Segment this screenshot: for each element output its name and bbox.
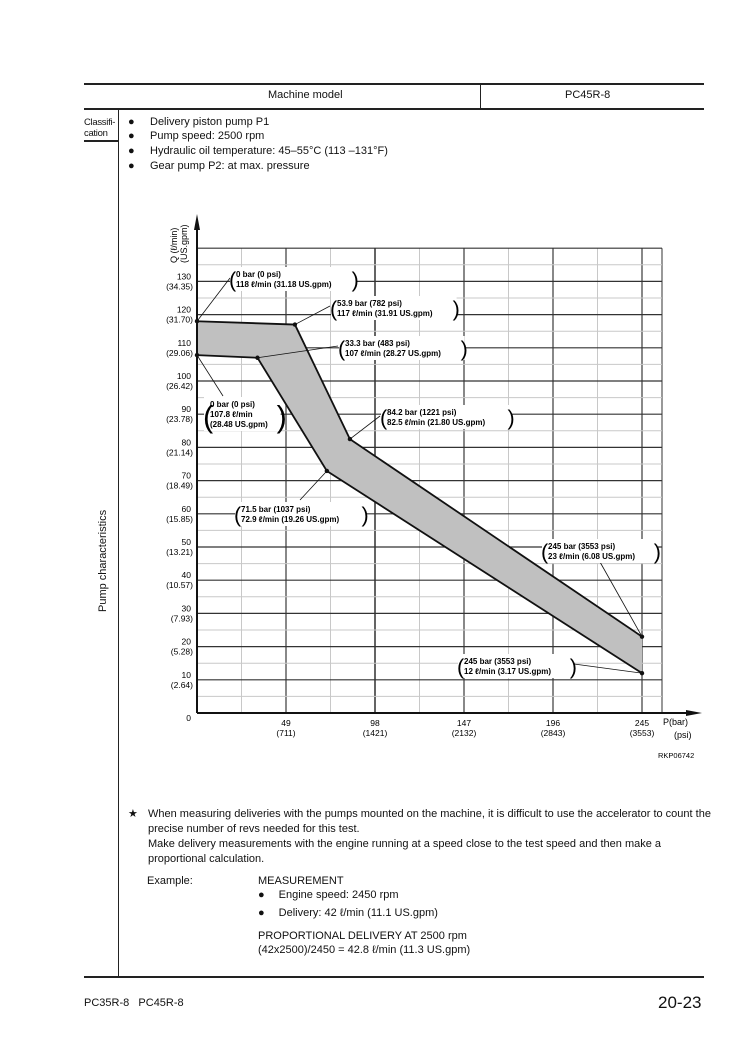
annotation-leader	[197, 355, 223, 396]
y-tick-sublabel: (15.85)	[166, 513, 193, 524]
x-axis-label: P(bar)	[663, 717, 689, 727]
figure-code: RKP06742	[658, 751, 695, 760]
measurement-item: ● Delivery: 42 ℓ/min (11.1 US.gpm)	[258, 907, 438, 919]
annotation-paren-left: (	[229, 267, 237, 292]
model-value: PC45R-8	[565, 89, 611, 101]
x-tick-sublabel: (2843)	[540, 728, 566, 738]
classification-label-line2: cation	[84, 128, 108, 139]
annotation-paren-left: (	[330, 296, 338, 321]
star-icon: ★	[128, 808, 138, 820]
footer-models: PC35R-8 PC45R-8	[84, 997, 184, 1009]
y-tick-label: 100	[176, 371, 191, 381]
y-axis-unit-label: (US.gpm)	[179, 224, 189, 263]
measurement-title: MEASUREMENT	[258, 875, 344, 887]
y-tick-sublabel: (34.35)	[166, 281, 193, 292]
annotation-text: 117 ℓ/min (31.91 US.gpm)	[337, 309, 433, 318]
y-tick-label: 130	[176, 271, 191, 282]
annotation-text: 245 bar (3553 psi)	[548, 542, 616, 551]
y-tick-label: 40	[181, 570, 191, 581]
x-tick-label: 147	[456, 718, 472, 728]
machine-model-label: Machine model	[268, 89, 343, 101]
example-label: Example:	[147, 875, 193, 887]
annotation-paren-left: (	[338, 336, 346, 361]
y-tick-sublabel: (23.78)	[166, 414, 193, 425]
annotation-text: 33.3 bar (483 psi)	[345, 339, 410, 348]
x-tick-label: 49	[281, 718, 291, 728]
annotation-paren-right: )	[361, 502, 369, 527]
annotation-paren-right: )	[507, 405, 515, 430]
y-tick-sublabel: (7.93)	[170, 613, 193, 624]
annotation-paren-right: )	[460, 336, 468, 361]
measurement-item: ● Engine speed: 2450 rpm	[258, 889, 399, 901]
x-tick-sublabel: (2132)	[451, 728, 477, 738]
annotation-paren-right: )	[569, 654, 578, 679]
annotation-leader	[295, 306, 330, 325]
annotation-text: 0 bar (0 psi)	[210, 400, 255, 409]
annotation-text: 72.9 ℓ/min (19.26 US.gpm)	[241, 515, 340, 524]
y-tick-label: 50	[181, 537, 191, 547]
x-tick-label: 245	[634, 718, 650, 728]
data-point	[293, 322, 297, 326]
y-axis-label: Q (ℓ/min)	[169, 227, 179, 263]
annotation-paren-left: (	[203, 400, 214, 434]
y-tick-label: 120	[176, 304, 191, 315]
y-tick-label: 30	[181, 603, 191, 614]
y-tick-label: 20	[181, 636, 191, 647]
annotation-text: 53.9 bar (782 psi)	[337, 299, 402, 308]
y-tick-sublabel: (18.49)	[166, 480, 193, 491]
y-tick-sublabel: (5.28)	[170, 646, 193, 657]
annotation-paren-right: )	[452, 296, 460, 321]
classification-label-line1: Classifi-	[84, 117, 116, 128]
annotation-text: 23 ℓ/min (6.08 US.gpm)	[548, 552, 636, 561]
page-number: 20-23	[658, 993, 702, 1012]
annotation-paren-right: )	[276, 400, 287, 434]
x-tick-sublabel: (3553)	[629, 728, 655, 738]
annotation-text: 0 bar (0 psi)	[236, 270, 281, 279]
y-tick-sublabel: (31.70)	[166, 314, 193, 325]
annotation-text: 84.2 bar (1221 psi)	[387, 408, 457, 417]
bottom-rule	[84, 976, 704, 978]
annotation-text: 245 bar (3553 psi)	[464, 657, 532, 666]
annotation-paren-left: (	[234, 502, 242, 527]
x-tick-label: 98	[370, 718, 380, 728]
annotation-paren-right: )	[351, 267, 359, 292]
annotation-paren-left: (	[457, 654, 465, 679]
y-tick-sublabel: (10.57)	[166, 580, 193, 591]
y-tick-label: 10	[181, 669, 191, 680]
x-axis-arrow-icon	[686, 710, 702, 716]
annotation-paren-right: )	[653, 539, 662, 564]
annotation-text: (28.48 US.gpm)	[210, 420, 268, 429]
proportional-title: PROPORTIONAL DELIVERY AT 2500 rpm	[258, 930, 467, 942]
y-tick-sublabel: (2.64)	[170, 679, 193, 690]
y-tick-label: 110	[177, 337, 191, 348]
annotation-text: 82.5 ℓ/min (21.80 US.gpm)	[387, 418, 486, 427]
annotation-text: 12 ℓ/min (3.17 US.gpm)	[464, 667, 552, 676]
x-tick-label: 196	[545, 718, 561, 728]
y-tick-sublabel: (26.42)	[166, 381, 193, 391]
annotation-paren-left: (	[380, 405, 388, 430]
y-tick-label: 90	[181, 404, 191, 415]
note-para-2: Make delivery measurements with the engine running at a speed close to the test speed and then make a proportional calculation.	[148, 838, 662, 865]
annotation-leader	[300, 471, 327, 500]
note-para-1: When measuring deliveries with the pumps mounted on the machine, it is difficult to use the accelerator to count the precise number of revs needed for this test.	[148, 808, 711, 835]
proportional-formula: (42x2500)/2450 = 42.8 ℓ/min (11.3 US.gpm)	[258, 944, 471, 956]
x-tick-sublabel: (1421)	[362, 728, 388, 738]
y-tick-sublabel: (13.21)	[166, 547, 193, 557]
y-tick-sublabel: (29.06)	[166, 347, 193, 358]
annotation-text: 107 ℓ/min (28.27 US.gpm)	[345, 349, 441, 358]
x-tick-sublabel: (711)	[276, 728, 296, 738]
x-axis-unit-label: (psi)	[674, 730, 692, 740]
annotation-text: 71.5 bar (1037 psi)	[241, 505, 311, 514]
annotation-text: 107.8 ℓ/min	[210, 410, 253, 419]
annotation-text: 118 ℓ/min (31.18 US.gpm)	[236, 280, 332, 289]
y-axis-arrow-icon	[194, 214, 200, 230]
annotation-paren-left: (	[541, 539, 549, 564]
y-tick-label: 0	[186, 713, 191, 723]
y-tick-label: 70	[181, 470, 191, 481]
y-tick-label: 60	[181, 503, 191, 514]
side-label: Pump characteristics	[97, 509, 109, 612]
y-tick-sublabel: (21.14)	[166, 447, 193, 458]
y-tick-label: 80	[181, 437, 191, 448]
